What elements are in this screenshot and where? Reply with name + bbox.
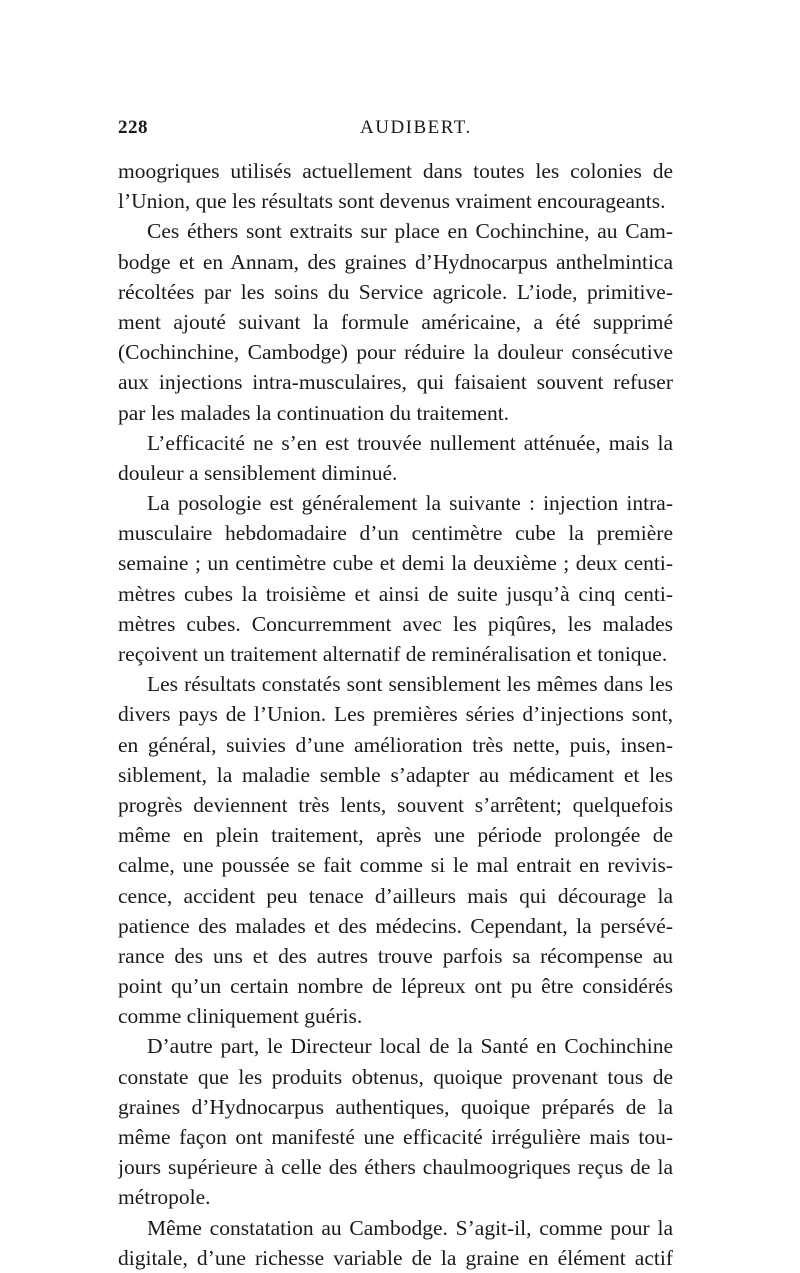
text-line: rance des uns et des autres trouve parfois sa récompense au [118,943,673,968]
text-line: récoltées par les soins du Service agricole. L’iode, primitive- [118,279,673,304]
text-line: en général, suivies d’une amélioration très nette, puis, insen- [118,732,673,757]
running-title: AUDIBERT. [360,117,472,138]
page-number: 228 [118,117,148,138]
text-line: mètres cubes la troisième et ainsi de suite jusqu’à cinq centi- [118,581,673,606]
text-line: reçoivent un traitement alternatif de reminéralisation et tonique. [118,642,668,666]
paragraph-first-line: Ces éthers sont extraits sur place en Cochinchine, au Cam- [147,219,673,244]
text-line: moogriques utilisés actuellement dans toutes les colonies de [118,159,673,183]
text-line: aux injections intra-musculaires, qui faisaient souvent refuser [118,370,673,395]
text-line: progrès deviennent très lents, souvent s’arrêtent; quelquefois [118,792,673,817]
paragraph-first-line: D’autre part, le Directeur local de la Santé en Cochinchine [147,1034,673,1059]
body-text [118,156,673,1273]
text-line: graines d’Hydnocarpus authentiques, quoique préparés de la [118,1094,673,1119]
text-line: cence, accident peu tenace d’ailleurs mais qui décourage la [118,883,673,908]
paragraph-first-line: Même constatation au Cambodge. S’agit-il, comme pour la [147,1215,673,1240]
text-line: calme, une poussée se fait comme si le mal entrait en revivis- [118,853,673,878]
text-line: divers pays de l’Union. Les premières séries d’injections sont, [118,702,673,727]
text-line: par les malades la continuation du traitement. [118,400,510,425]
text-line: même en plein traitement, après une période prolongée de [118,823,673,848]
text-line: patience des malades et des médecins. Cependant, la persévé- [118,913,673,938]
text-line: siblement, la maladie semble s’adapter au médicament et les [118,762,673,787]
text-line: digitale, d’une richesse variable de la graine en élément actif [118,1245,673,1270]
text-line: bodge et en Annam, des graines d’Hydnocarpus anthelmintica [118,249,673,274]
text-line: même façon ont manifesté une efficacité irrégulière mais tou- [118,1125,673,1149]
text-line: comme cliniquement guéris. [118,1004,363,1029]
paragraph-first-line: La posologie est généralement la suivante : injection intra- [147,491,673,516]
paragraph-first-line: Les résultats constatés sont sensiblement les mêmes dans les [147,672,673,697]
text-line: jours supérieure à celle des éthers chaulmoogriques reçus de la [118,1155,673,1180]
text-line: musculaire hebdomadaire d’un centimètre cube la première [118,521,673,546]
text-line: mètres cubes. Concurremment avec les piqûres, les malades [118,611,673,636]
text-line: point qu’un certain nombre de lépreux ont pu être considérés [118,974,673,999]
text-line: constate que les produits obtenus, quoique provenant tous de [118,1064,673,1089]
text-line: ment ajouté suivant la formule américaine, a été supprimé [118,309,673,334]
text-line: métropole. [118,1185,211,1210]
text-line: (Cochinchine, Cambodge) pour réduire la douleur consécutive [118,340,673,365]
text-line: douleur a sensiblement diminué. [118,460,398,485]
paragraph-first-line: L’efficacité ne s’en est trouvée nullement atténuée, mais la [147,430,673,455]
running-head [118,117,673,145]
text-line: semaine ; un centimètre cube et demi la deuxième ; deux centi- [118,551,673,576]
text-line: l’Union, que les résultats sont devenus vraiment encourageants. [118,189,666,214]
